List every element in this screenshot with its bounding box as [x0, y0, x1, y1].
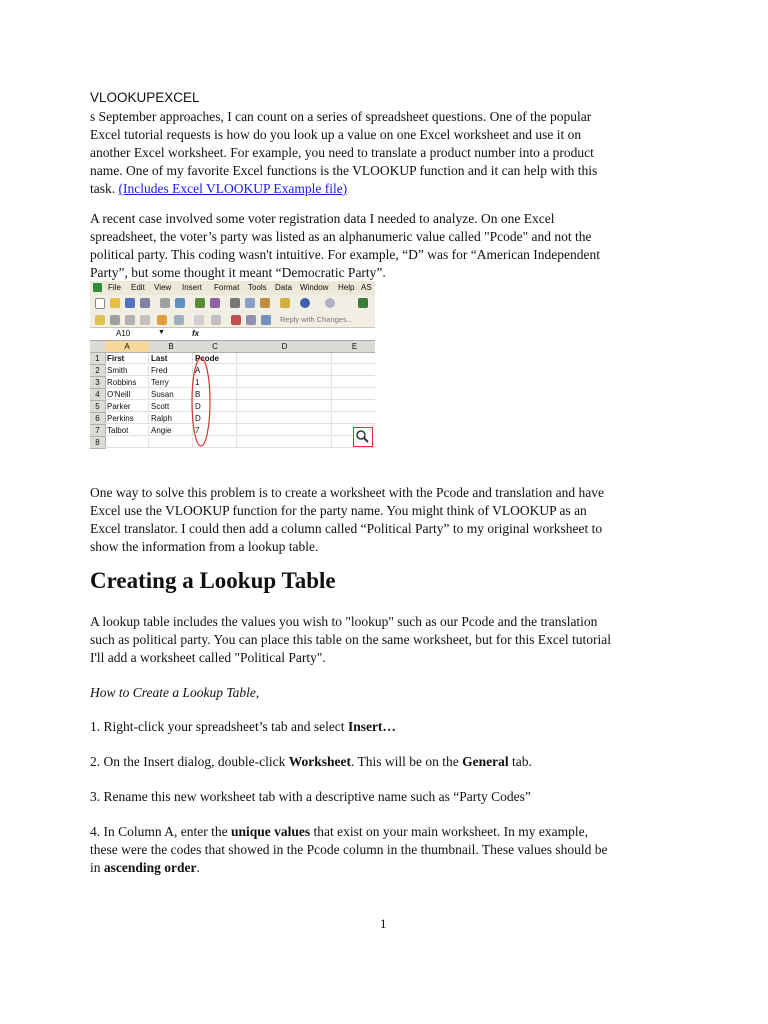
formula-bar	[90, 328, 375, 341]
grid-cell[interactable]: Parker	[105, 401, 149, 412]
grid-cell[interactable]: Scott	[149, 401, 193, 412]
column-header-d[interactable]: D	[237, 341, 333, 353]
select-all-corner[interactable]	[90, 341, 106, 353]
review-icon-8	[211, 315, 221, 325]
grid-cell[interactable]: Smith	[105, 365, 149, 376]
grid-cell[interactable]	[332, 389, 375, 400]
grid-cell[interactable]	[237, 401, 332, 412]
standard-toolbar	[90, 295, 375, 313]
grid-cell[interactable]	[332, 365, 375, 376]
review-icon-5	[157, 315, 167, 325]
reply-with-changes-label: Reply with Changes...	[280, 315, 353, 324]
lookup-table-paragraph: A lookup table includes the values you wish to "lookup" such as our Pcode and the translation such as political party. You can place this table on the same worksheet, but for this Excel tutorial I'll add a worksheet called "Political Party".	[90, 614, 611, 665]
section-heading: Creating a Lookup Table	[90, 568, 336, 593]
grid-cell[interactable]: B	[193, 389, 237, 400]
review-icon-9	[231, 315, 241, 325]
howto-subheading: How to Create a Lookup Table,	[90, 685, 260, 700]
grid-cell[interactable]: Angie	[149, 425, 193, 436]
grid-cell[interactable]: Fred	[149, 365, 193, 376]
solution-paragraph: One way to solve this problem is to create a worksheet with the Pcode and translation and have Excel use the VLOOKUP function for the party name. You might think of VLOOKUP as an Excel translator. I could then add a column called “Political Party” to my original worksheet to show the information from a lookup table.	[90, 485, 604, 554]
row-header[interactable]: 7	[90, 425, 106, 437]
cut-icon	[230, 298, 240, 308]
grid-cell[interactable]: First	[105, 353, 149, 364]
permission-icon	[140, 298, 150, 308]
row-header[interactable]: 3	[90, 377, 106, 389]
step-1: 1. Right-click your spreadsheet’s tab and select Insert…	[90, 719, 396, 734]
grid-cell[interactable]	[332, 377, 375, 388]
grid-cell[interactable]: D	[193, 401, 237, 412]
review-icon-10	[246, 315, 256, 325]
copy-icon	[245, 298, 255, 308]
review-icon-11	[261, 315, 271, 325]
grid-cell[interactable]	[237, 413, 332, 424]
row-header[interactable]: 8	[90, 437, 106, 449]
spelling-icon	[195, 298, 205, 308]
grid-cell[interactable]: A	[193, 365, 237, 376]
hyperlink-icon	[358, 298, 368, 308]
grid-cell[interactable]	[332, 413, 375, 424]
reviewing-toolbar	[90, 312, 375, 328]
grid-cell[interactable]: Talbot	[105, 425, 149, 436]
format-painter-icon	[280, 298, 290, 308]
document-title: VLOOKUPEXCEL	[90, 90, 200, 105]
grid-cell[interactable]	[237, 377, 332, 388]
column-header-b[interactable]: B	[149, 341, 194, 353]
row-header[interactable]: 6	[90, 413, 106, 425]
column-header-c[interactable]: C	[193, 341, 238, 353]
example-file-link[interactable]: (Includes Excel VLOOKUP Example file)	[118, 181, 348, 196]
grid-cell[interactable]	[237, 353, 332, 364]
grid-cell[interactable]	[237, 389, 332, 400]
column-header-a[interactable]: A	[105, 341, 150, 353]
row-header[interactable]: 2	[90, 365, 106, 377]
paste-icon	[260, 298, 270, 308]
new-icon	[95, 298, 105, 309]
name-box: A10	[116, 329, 131, 338]
undo-icon	[300, 298, 310, 308]
grid-cell[interactable]: 1	[193, 377, 237, 388]
case-paragraph: A recent case involved some voter registration data I needed to analyze. On one Excel spreadsheet, the voter’s party was listed as an alphanumeric value called "Pcode" and not the political party. This coding wasn't intuitive. For example, “D” was for “American Independent Party”, but some thought it meant “Democratic Party”.	[90, 211, 601, 280]
fx-label: fx	[192, 329, 200, 338]
save-icon	[125, 298, 135, 308]
row-header[interactable]: 5	[90, 401, 106, 413]
zoom-icon	[353, 427, 373, 447]
grid-cell[interactable]: D	[193, 413, 237, 424]
print-icon	[160, 298, 170, 308]
review-icon-6	[174, 315, 184, 325]
grid-cell[interactable]: Susan	[149, 389, 193, 400]
grid-cell[interactable]	[105, 437, 149, 448]
review-icon-3	[125, 315, 135, 325]
review-icon-7	[194, 315, 204, 325]
grid-cell[interactable]	[332, 353, 375, 364]
grid-cell[interactable]	[332, 401, 375, 412]
page-number: 1	[380, 916, 387, 931]
grid-cell[interactable]: Pcode	[193, 353, 237, 364]
row-header[interactable]: 4	[90, 389, 106, 401]
pcode-highlight-ellipse	[190, 356, 212, 448]
column-header-e[interactable]: E	[332, 341, 375, 353]
spreadsheet-screenshot	[90, 281, 375, 450]
grid-cell[interactable]: Terry	[149, 377, 193, 388]
open-icon	[110, 298, 120, 308]
grid-cell[interactable]: Last	[149, 353, 193, 364]
grid-cell[interactable]	[237, 425, 332, 436]
grid-cell[interactable]	[237, 365, 332, 376]
redo-icon	[325, 298, 335, 308]
print-preview-icon	[175, 298, 185, 308]
grid-cell[interactable]	[237, 437, 332, 448]
row-header[interactable]: 1	[90, 353, 106, 365]
review-icon-4	[140, 315, 150, 325]
name-box-dropdown-icon: ▼	[158, 329, 165, 336]
grid-cell[interactable]: Ralph	[149, 413, 193, 424]
excel-menu-bar: File Edit View Insert Format Tools Data Window Help AS	[90, 281, 375, 295]
grid-cell[interactable]: Perkins	[105, 413, 149, 424]
excel-app-icon	[93, 283, 102, 292]
intro-paragraph: s September approaches, I can count on a series of spreadsheet questions. One of the popular Excel tutorial requests is how do you look up a value on one Excel worksheet and use it on another Excel worksheet. For example, you need to translate a product number into a product name. One of my favorite Excel functions is the VLOOKUP function and it can help with this task. (Includes Excel VLOOKUP Example file)	[90, 109, 598, 196]
review-icon-1	[95, 315, 105, 325]
grid-cell[interactable]	[149, 437, 193, 448]
step-4: 4. In Column A, enter the unique values that exist on your main worksheet. In my example, these were the codes that showed in the Pcode column in the thumbnail. These values should be in ascending order.	[90, 824, 608, 875]
grid-cell[interactable]: 7	[193, 425, 237, 436]
review-icon-2	[110, 315, 120, 325]
research-icon	[210, 298, 220, 308]
step-3: 3. Rename this new worksheet tab with a descriptive name such as “Party Codes”	[90, 789, 531, 804]
step-2: 2. On the Insert dialog, double-click Worksheet. This will be on the General tab.	[90, 754, 532, 769]
grid-cell[interactable]: O'Neill	[105, 389, 149, 400]
grid-cell[interactable]: Robbins	[105, 377, 149, 388]
